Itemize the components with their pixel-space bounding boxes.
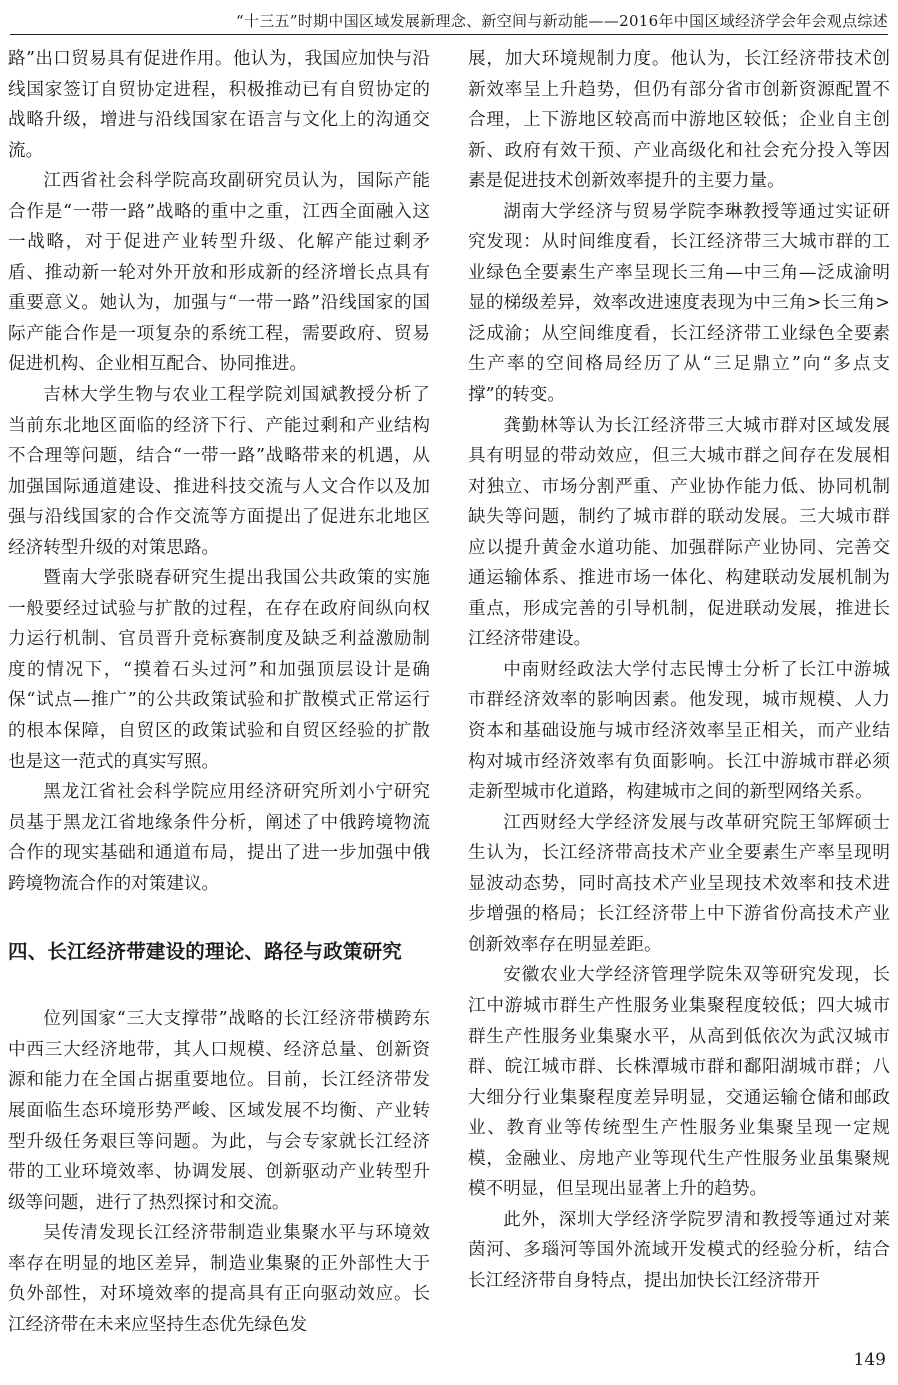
- paragraph: 此外，深圳大学经济学院罗清和教授等通过对莱茵河、多瑙河等国外流域开发模式的经验分析，结合长江经济带自身特点，提出加快长江经济带开: [468, 1209, 890, 1291]
- paragraph: 吉林大学生物与农业工程学院刘国斌教授分析了当前东北地区面临的经济下行、产能过剩和产业结构不合理等问题，结合“一带一路”战略带来的机遇，从加强国际通道建设、推进科技交流与人文合作以及加强与沿线国家的合作交流等方面提出了促进东北地区经济转型升级的对策思路。: [8, 385, 430, 558]
- paragraph: 龚勤林等认为长江经济带三大城市群对区域发展具有明显的带动效应，但三大城市群之间存在发展相对独立、市场分割严重、产业协作能力低、协同机制缺失等问题，制约了城市群的联动发展。三大城市群应以提升黄金水道功能、加强群际产业协同、完善交通运输体系、推进市场一体化、构建联动发展机制为重点，形成完善的引导机制，促进联动发展，推进长江经济带建设。: [468, 415, 890, 650]
- paragraph: 路”出口贸易具有促进作用。他认为，我国应加快与沿线国家签订自贸协定进程，积极推动已有自贸协定的战略升级，增进与沿线国家在语言与文化上的沟通交流。: [8, 49, 430, 161]
- paragraph: 暨南大学张晓春研究生提出我国公共政策的实施一般要经过试验与扩散的过程，在存在政府间纵向权力运行机制、官员晋升竞标赛制度及缺乏利益激励制度的情况下，“摸着石头过河”和加强顶层设计是确保“试点—推广”的公共政策试验和扩散模式正常运行的根本保障，自贸区的政策试验和自贸区经验的扩散也是这一范式的真实写照。: [8, 568, 430, 772]
- section-heading: 四、长江经济带建设的理论、路径与政策研究: [8, 940, 403, 964]
- paragraph: 位列国家“三大支撑带”战略的长江经济带横跨东中西三大经济地带，其人口规模、经济总量、创新资源和能力在全国占据重要地位。目前，长江经济带发展面临生态环境形势严峻、区域发展不均衡、产业转型升级任务艰巨等问题。为此，与会专家就长江经济带的工业环境效率、协调发展、创新驱动产业转型升级等问题，进行了热烈探讨和交流。: [8, 1009, 430, 1213]
- paragraph: 黑龙江省社会科学院应用经济研究所刘小宁研究员基于黑龙江省地缘条件分析，阐述了中俄跨境物流合作的现实基础和通道布局，提出了进一步加强中俄跨境物流合作的对策建议。: [8, 782, 430, 894]
- right-column: [468, 44, 890, 1296]
- running-title: “十三五”时期中国区域发展新理念、新空间与新动能——2016年中国区域经济学会年会观点综述: [235, 12, 888, 30]
- paragraph: 湖南大学经济与贸易学院李琳教授等通过实证研究发现：从时间维度看，长江经济带三大城市群的工业绿色全要素生产率呈现长三角—中三角—泛成渝明显的梯级差异，效率改进速度表现为中三角>长三角>泛成渝；从空间维度看，长江经济带工业绿色全要素生产率的空间格局经历了从“三足鼎立”向“多点支撑”的转变。: [468, 201, 890, 406]
- running-header: [10, 4, 888, 35]
- paragraph: 江西财经大学经济发展与改革研究院王邹辉硕士生认为，长江经济带高技术产业全要素生产率呈现明显波动态势，同时高技术产业呈现技术效率和技术进步增强的格局；长江经济带上中下游省份高技术产业创新效率存在明显差距。: [468, 812, 890, 955]
- page-number: 149: [853, 1350, 886, 1370]
- paragraph: 展，加大环境规制力度。他认为，长江经济带技术创新效率呈上升趋势，但仍有部分省市创新资源配置不合理，上下游地区较高而中游地区较低；企业自主创新、政府有效干预、产业高级化和社会充分投入等因素是促进技术创新效率提升的主要力量。: [468, 49, 890, 192]
- paragraph: 中南财经政法大学付志民博士分析了长江中游城市群经济效率的影响因素。他发现，城市规模、人力资本和基础设施与城市经济效率呈正相关，而产业结构对城市经济效率有负面影响。长江中游城市群必须走新型城市化道路，构建城市之间的新型网络关系。: [468, 659, 890, 803]
- paragraph: 安徽农业大学经济管理学院朱双等研究发现，长江中游城市群生产性服务业集聚程度较低；四大城市群生产性服务业集聚水平，从高到低依次为武汉城市群、皖江城市群、长株潭城市群和鄱阳湖城市群；八大细分行业集聚程度差异明显，交通运输仓储和邮政业、教育业等传统型生产性服务业集聚呈现一定规模，金融业、房地产业等现代生产性服务业虽集聚规模不明显，但呈现出显著上升的趋势。: [468, 965, 890, 1200]
- paragraph: 江西省社会科学院高玫副研究员认为，国际产能合作是“一带一路”战略的重中之重，江西全面融入这一战略，对于促进产业转型升级、化解产能过剩矛盾、推动新一轮对外开放和形成新的经济增长点具有重要意义。她认为，加强与“一带一路”沿线国家的国际产能合作是一项复杂的系统工程，需要政府、贸易促进机构、企业相互配合、协同推进。: [8, 171, 430, 375]
- left-column: [8, 44, 430, 1340]
- paragraph: 吴传清发现长江经济带制造业集聚水平与环境效率存在明显的地区差异，制造业集聚的正外部性大于负外部性，对环境效率的提高具有正向驱动效应。长江经济带在未来应坚持生态优先绿色发: [8, 1223, 430, 1335]
